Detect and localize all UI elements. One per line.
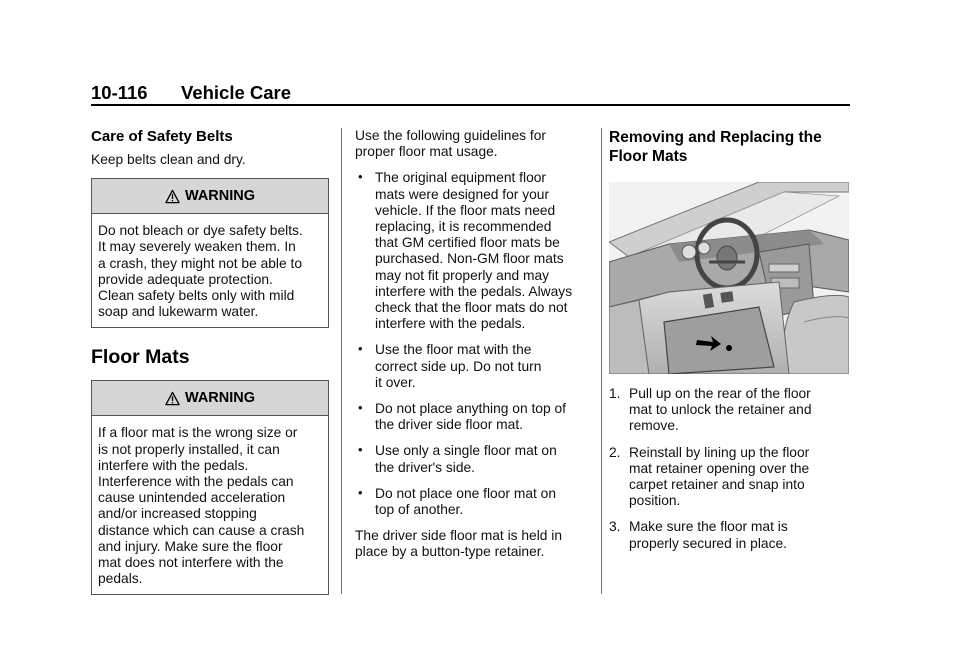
text-line: the driver's side. xyxy=(375,459,476,475)
text-line: top of another. xyxy=(375,502,464,518)
column-left xyxy=(91,128,331,595)
warning-line: and/or increased stopping xyxy=(98,506,257,522)
warning-line: If a floor mat is the wrong size or xyxy=(98,425,298,441)
warning-body xyxy=(92,214,328,327)
car-interior-illustration xyxy=(609,182,849,374)
text-line: mat to unlock the retainer and xyxy=(629,402,812,418)
text-line: carpet retainer and snap into xyxy=(629,477,805,493)
column-divider xyxy=(601,128,602,594)
page-header xyxy=(91,82,850,104)
floor-mats-heading: Floor Mats xyxy=(91,346,190,369)
column-divider xyxy=(341,128,342,594)
warning-line: a crash, they might not be able to xyxy=(98,255,303,271)
step-number: 2. xyxy=(609,444,621,460)
warning-line: Do not bleach or dye safety belts. xyxy=(98,223,303,239)
text-line: check that the floor mats do not xyxy=(375,300,568,316)
bullet-item xyxy=(355,486,593,518)
car-interior-drawing xyxy=(609,182,849,374)
bullet-icon: • xyxy=(358,400,363,416)
care-heading: Care of Safety Belts xyxy=(91,128,233,145)
care-text: Keep belts clean and dry. xyxy=(91,152,246,167)
warning-line: Interference with the pedals can xyxy=(98,474,294,490)
warning-title: WARNING xyxy=(184,390,256,407)
page-number: 10-116 xyxy=(91,82,148,103)
warning-line: It may severely weaken them. In xyxy=(98,239,296,255)
bullet-item xyxy=(355,342,593,391)
text-line: vehicle. If the floor mats need xyxy=(375,202,556,218)
warning-title: WARNING xyxy=(184,188,256,205)
text-line: Pull up on the rear of the floor xyxy=(629,386,811,401)
warning-header xyxy=(92,381,328,416)
column-right xyxy=(609,128,851,552)
text-line: Do not place anything on top of xyxy=(375,401,566,417)
warning-box xyxy=(91,380,329,595)
text-line: Do not place one floor mat on xyxy=(375,485,557,501)
text-line: correct side up. Do not turn xyxy=(375,358,542,374)
text-line: may not fit properly and may xyxy=(375,267,550,283)
header-rule xyxy=(91,104,850,106)
warning-line: soap and lukewarm water. xyxy=(98,304,259,320)
warning-line: interfere with the pedals. xyxy=(98,457,249,473)
text-line: Use the following guidelines for xyxy=(355,128,546,143)
warning-line: pedals. xyxy=(98,571,143,587)
text-line: Reinstall by lining up the floor xyxy=(629,444,810,460)
text-line: the driver side floor mat. xyxy=(375,417,523,433)
warning-body xyxy=(92,416,328,594)
warning-line: cause unintended acceleration xyxy=(98,490,286,506)
bullet-icon: • xyxy=(358,169,363,185)
text-line: The original equipment floor xyxy=(375,170,547,186)
text-line: Use only a single floor mat on xyxy=(375,443,557,459)
step-number: 3. xyxy=(609,519,621,535)
bullet-icon: • xyxy=(358,484,363,500)
warning-icon xyxy=(165,391,180,406)
text-line: it over. xyxy=(375,374,416,390)
text-line: mats were designed for your xyxy=(375,186,550,202)
warning-line: provide adequate protection. xyxy=(98,271,273,287)
text-line: interfere with the pedals. Always xyxy=(375,283,573,299)
warning-line: is not properly installed, it can xyxy=(98,441,280,457)
text-line: The driver side floor mat is held in xyxy=(355,528,563,544)
bullet-item xyxy=(355,170,593,332)
bullet-item xyxy=(355,401,593,433)
text-line: mat retainer opening over the xyxy=(629,460,810,476)
section-title: Vehicle Care xyxy=(181,82,292,103)
step-item xyxy=(609,386,851,435)
column-middle xyxy=(355,128,593,561)
text-line: position. xyxy=(629,493,681,509)
warning-line: Clean safety belts only with mild xyxy=(98,288,295,304)
closing-paragraph xyxy=(355,528,593,560)
warning-box xyxy=(91,178,329,328)
warning-header xyxy=(92,179,328,214)
intro-paragraph xyxy=(355,128,593,160)
text-line: Make sure the floor mat is xyxy=(629,519,788,535)
step-item xyxy=(609,519,851,551)
text-line: that GM certified floor mats be xyxy=(375,235,560,251)
text-line: remove. xyxy=(629,418,679,434)
text-line: properly secured in place. xyxy=(629,535,787,551)
text-line: purchased. Non-GM floor mats xyxy=(375,251,564,267)
bullet-icon: • xyxy=(358,442,363,458)
removing-heading xyxy=(609,128,851,166)
warning-line: and injury. Make sure the floor xyxy=(98,538,283,554)
text-line: interfere with the pedals. xyxy=(375,316,526,332)
bullet-item xyxy=(355,443,593,475)
bullet-icon: • xyxy=(358,341,363,357)
text-line: place by a button-type retainer. xyxy=(355,544,545,560)
warning-icon xyxy=(165,189,180,204)
text-line: proper floor mat usage. xyxy=(355,144,498,160)
warning-line: mat does not interfere with the xyxy=(98,555,284,571)
text-line: Use the floor mat with the xyxy=(375,342,532,358)
step-item xyxy=(609,445,851,510)
text-line: replacing, it is recommended xyxy=(375,219,552,235)
step-number: 1. xyxy=(609,386,621,401)
warning-line: distance which can cause a crash xyxy=(98,522,305,538)
heading-line: Floor Mats xyxy=(609,148,688,165)
heading-line: Removing and Replacing the xyxy=(609,129,822,146)
